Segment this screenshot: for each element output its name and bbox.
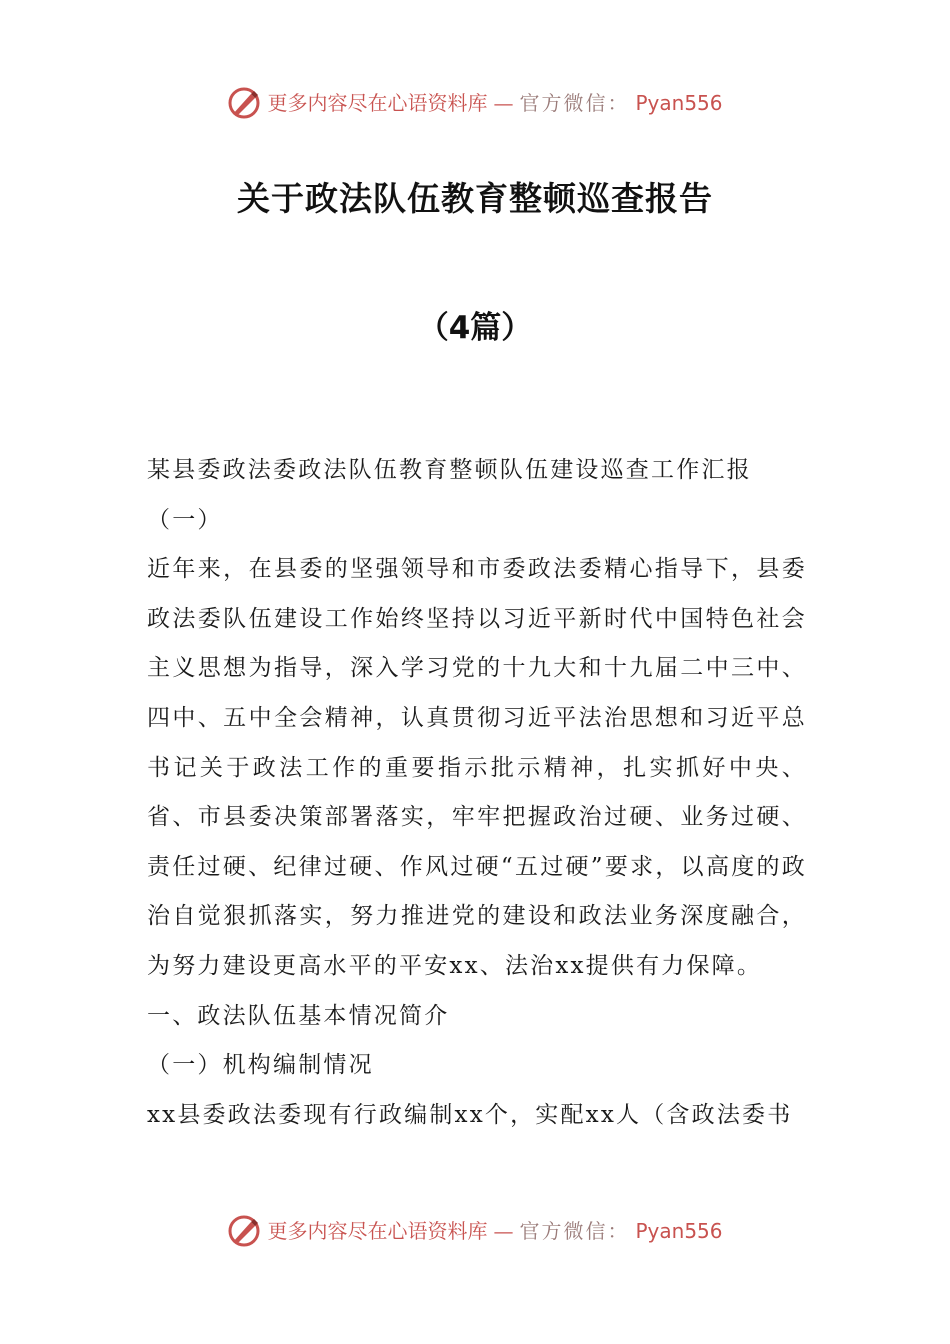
document-title: 关于政法队伍教育整顿巡查报告 — [237, 179, 713, 218]
pen-logo-icon — [227, 86, 261, 120]
watermark-dash: — — [493, 1219, 514, 1243]
watermark-text: 更多内容尽在心语资料库 — [267, 91, 488, 115]
section-heading: 一、政法队伍基本情况简介 — [147, 1002, 450, 1029]
paragraph: 近年来，在县委的坚强领导和市委政法委精心指导下，县委政法委队伍建设工作始终坚持以习近平新时代中国特色社会主义思想为指导，深入学习党的十九大和十九届二中三中、四中、五中全会精神，认真贯彻习近平法治思想和习近平总书记关于政法工作的重要指示批示精神，扎实抓好中央、省、市县委决策部署落实，牢牢把握政治过硬、业务过硬、责任过硬、纪律过硬、作风过硬“五过硬”要求，以高度的政治自觉狠抓落实，努力推进党的建设和政法业务深度融合，为努力建设更高水平的平安xx、法治xx提供有力保障。 — [147, 556, 807, 979]
header-watermark — [0, 86, 950, 120]
watermark-label: 官方微信： — [519, 1219, 630, 1243]
watermark-dash: — — [493, 91, 514, 115]
watermark-label: 官方微信： — [519, 91, 630, 115]
article-title: 某县委政法委政法队伍教育整顿队伍建设巡查工作汇报 — [147, 457, 752, 483]
document-body — [147, 446, 807, 1140]
document-subtitle: （4篇） — [417, 310, 533, 346]
footer-watermark — [0, 1214, 950, 1248]
pen-logo-icon — [227, 1214, 261, 1248]
article-number: （一） — [147, 506, 223, 533]
watermark-id: Pyan556 — [635, 1219, 723, 1243]
paragraph: xx县委政法委现有行政编制xx个，实配xx人（含政法委书 — [147, 1101, 793, 1128]
subsection-heading: （一）机构编制情况 — [147, 1052, 374, 1079]
watermark-text: 更多内容尽在心语资料库 — [267, 1219, 488, 1243]
watermark-id: Pyan556 — [635, 91, 723, 115]
